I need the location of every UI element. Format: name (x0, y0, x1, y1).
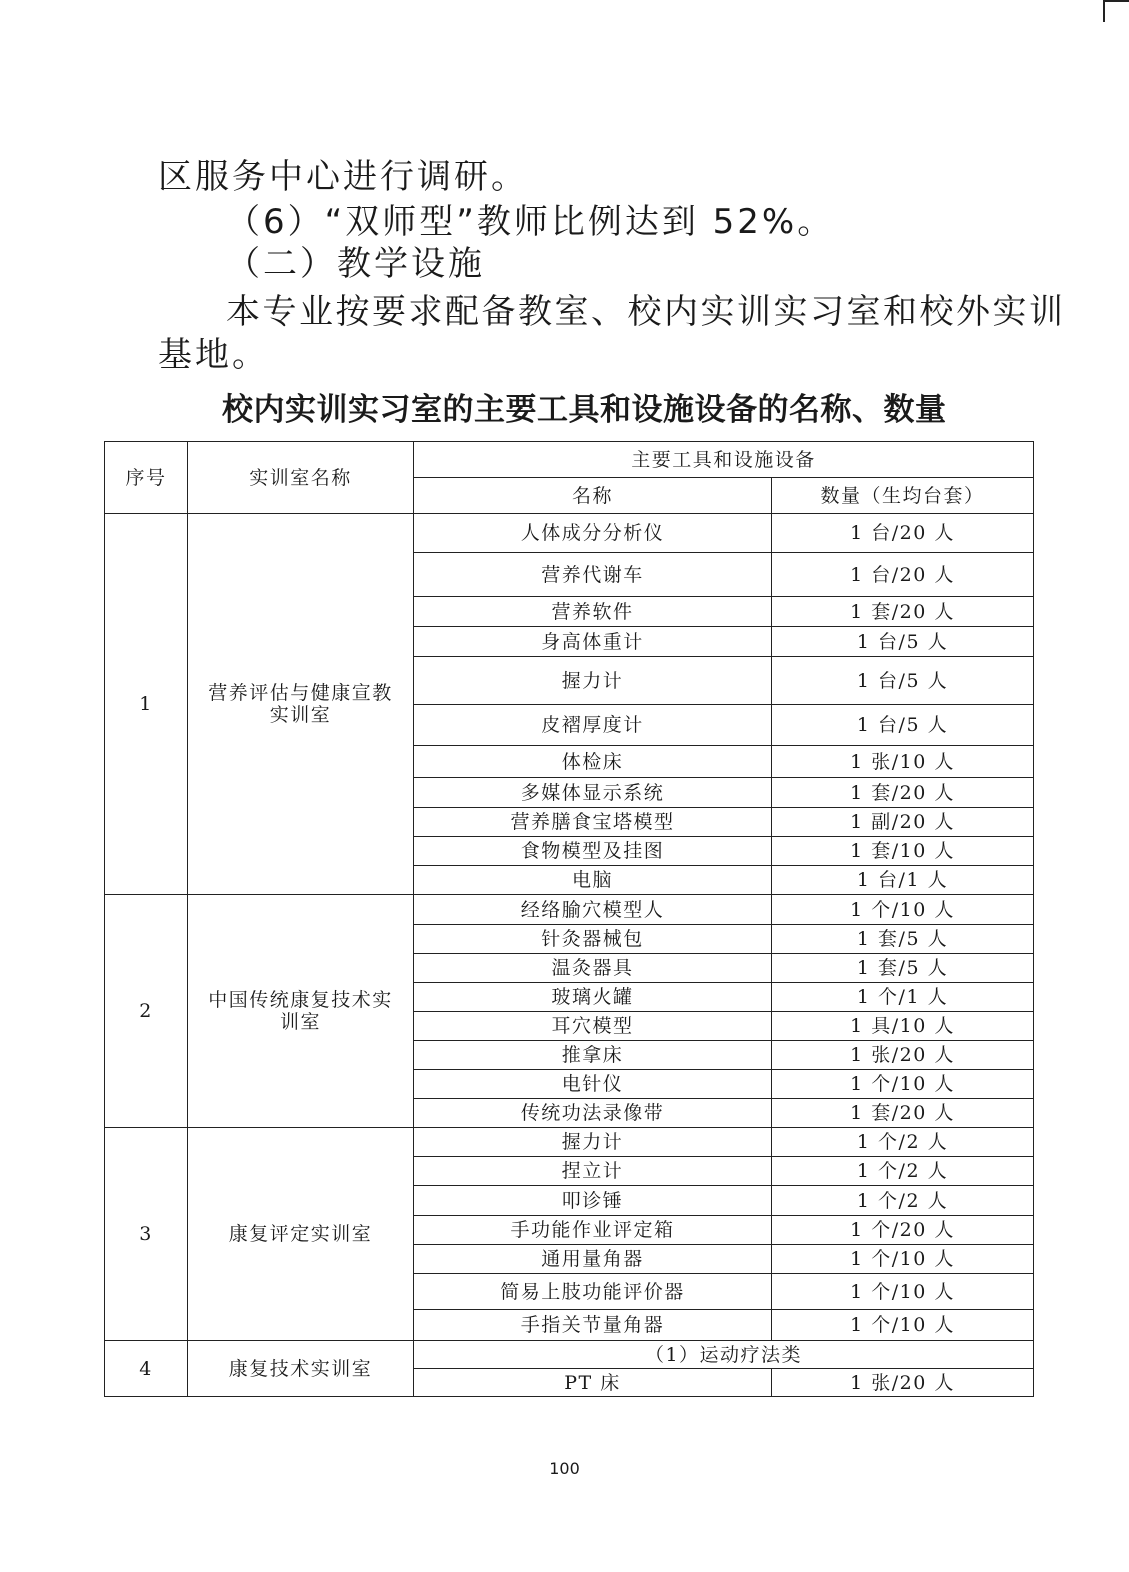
room-name-cell (188, 1128, 414, 1341)
equipment-name: 体检床 (414, 746, 772, 778)
equipment-name: PT 床 (414, 1369, 772, 1397)
equipment-name: 握力计 (414, 1128, 772, 1157)
equipment-qty: 1 个/10 人 (772, 1070, 1034, 1099)
paragraph-line: （6）“双师型”教师比例达到 52%。 (226, 202, 835, 242)
equipment-name: 人体成分分析仪 (414, 514, 772, 553)
equipment-name: 温灸器具 (414, 954, 772, 983)
equipment-qty: 1 个/10 人 (772, 1310, 1034, 1341)
equipment-qty: 1 具/10 人 (772, 1012, 1034, 1041)
room-name-cell (188, 1341, 414, 1397)
equipment-name: 营养软件 (414, 597, 772, 627)
equipment-qty: 1 个/2 人 (772, 1157, 1034, 1186)
paragraph-line: 基地。 (158, 335, 269, 375)
header-qty: 数量（生均台套） (772, 478, 1034, 514)
equipment-name: 耳穴模型 (414, 1012, 772, 1041)
equipment-qty: 1 套/20 人 (772, 778, 1034, 808)
header-equipment-group: 主要工具和设施设备 (414, 442, 1034, 478)
equipment-name: 推拿床 (414, 1041, 772, 1070)
equipment-name: 传统功法录像带 (414, 1099, 772, 1128)
equipment-name: 皮褶厚度计 (414, 705, 772, 746)
equipment-qty: 1 台/1 人 (772, 866, 1034, 895)
equipment-name: 针灸器械包 (414, 925, 772, 954)
equipment-qty: 1 个/10 人 (772, 1274, 1034, 1310)
category-subheader: （1）运动疗法类 (414, 1341, 1034, 1369)
equipment-qty: 1 台/5 人 (772, 705, 1034, 746)
equipment-name: 食物模型及挂图 (414, 837, 772, 866)
equipment-name: 手指关节量角器 (414, 1310, 772, 1341)
equipment-qty: 1 张/10 人 (772, 746, 1034, 778)
table-row (105, 895, 1034, 925)
equipment-name: 手功能作业评定箱 (414, 1216, 772, 1245)
page-number: 100 (549, 1459, 580, 1478)
room-name: 康复技术实训室 (228, 1357, 373, 1380)
seq-cell: 1 (105, 514, 188, 895)
equipment-name: 经络腧穴模型人 (414, 895, 772, 925)
equipment-qty: 1 个/2 人 (772, 1128, 1034, 1157)
equipment-name: 电针仪 (414, 1070, 772, 1099)
seq-cell: 3 (105, 1128, 188, 1341)
seq-cell: 2 (105, 895, 188, 1128)
equipment-name: 简易上肢功能评价器 (414, 1274, 772, 1310)
paragraph-line: 区服务中心进行调研。 (158, 157, 528, 197)
equipment-qty: 1 台/20 人 (772, 553, 1034, 597)
equipment-qty: 1 台/5 人 (772, 627, 1034, 657)
equipment-qty: 1 台/20 人 (772, 514, 1034, 553)
seq-cell: 4 (105, 1341, 188, 1397)
room-name-cell (188, 514, 414, 895)
equipment-table (104, 441, 1034, 1397)
equipment-qty: 1 副/20 人 (772, 808, 1034, 837)
equipment-qty: 1 套/5 人 (772, 925, 1034, 954)
header-name: 名称 (414, 478, 772, 514)
equipment-name: 营养代谢车 (414, 553, 772, 597)
equipment-qty: 1 套/10 人 (772, 837, 1034, 866)
equipment-qty: 1 个/10 人 (772, 895, 1034, 925)
paragraph-line: 本专业按要求配备教室、校内实训实习室和校外实训 (226, 292, 1066, 332)
table-row (105, 1341, 1034, 1369)
equipment-name: 握力计 (414, 657, 772, 705)
equipment-qty: 1 台/5 人 (772, 657, 1034, 705)
equipment-qty: 1 个/20 人 (772, 1216, 1034, 1245)
equipment-name: 叩诊锤 (414, 1186, 772, 1216)
equipment-qty: 1 个/10 人 (772, 1245, 1034, 1274)
equipment-name: 玻璃火罐 (414, 983, 772, 1012)
equipment-name: 电脑 (414, 866, 772, 895)
equipment-qty: 1 套/20 人 (772, 597, 1034, 627)
room-name: 康复评定实训室 (228, 1223, 373, 1245)
room-name-cell (188, 895, 414, 1128)
equipment-name: 营养膳食宝塔模型 (414, 808, 772, 837)
equipment-qty: 1 套/5 人 (772, 954, 1034, 983)
crop-mark (1103, 0, 1129, 26)
section-heading: （二）教学设施 (226, 244, 485, 284)
equipment-name: 捏立计 (414, 1157, 772, 1186)
table-row (105, 1128, 1034, 1157)
table-row (105, 514, 1034, 553)
equipment-qty: 1 张/20 人 (772, 1369, 1034, 1397)
header-seq: 序号 (105, 442, 188, 514)
equipment-qty: 1 个/1 人 (772, 983, 1034, 1012)
room-name: 中国传统康复技术实训室 (208, 989, 393, 1033)
equipment-name: 身高体重计 (414, 627, 772, 657)
equipment-qty: 1 个/2 人 (772, 1186, 1034, 1216)
table-title: 校内实训实习室的主要工具和设施设备的名称、数量 (222, 392, 947, 428)
header-room: 实训室名称 (188, 442, 414, 514)
room-name: 营养评估与健康宣教实训室 (208, 682, 393, 726)
equipment-name: 通用量角器 (414, 1245, 772, 1274)
equipment-qty: 1 套/20 人 (772, 1099, 1034, 1128)
equipment-name: 多媒体显示系统 (414, 778, 772, 808)
equipment-qty: 1 张/20 人 (772, 1041, 1034, 1070)
